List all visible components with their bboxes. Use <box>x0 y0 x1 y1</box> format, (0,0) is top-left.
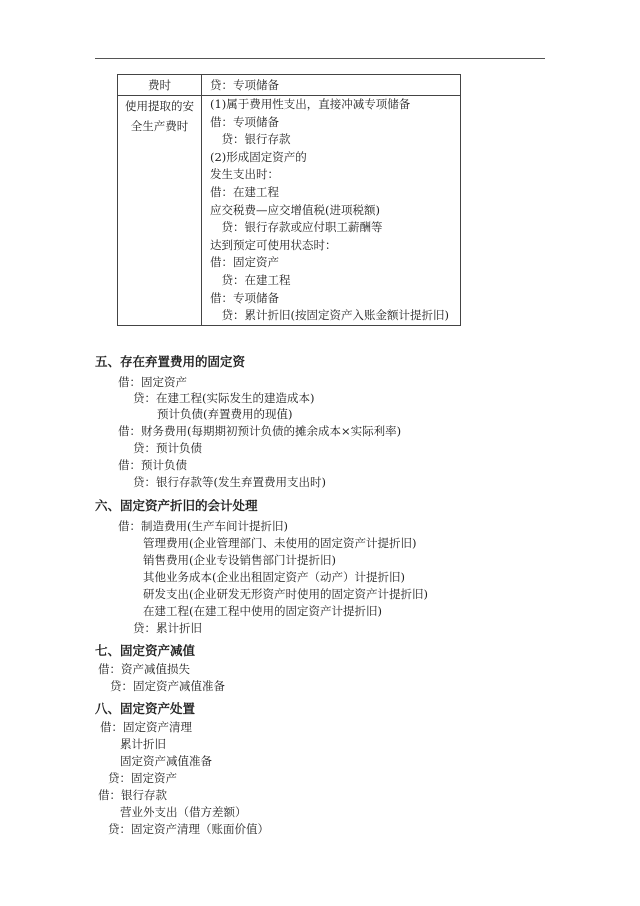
entry-line: 借：固定资产清理 <box>100 720 192 734</box>
entry-line: (2)形成固定资产的 <box>210 149 307 164</box>
label-line: 使用提取的安 <box>125 99 194 113</box>
section-title-depreciation: 六、固定资产折旧的会计处理 <box>95 498 258 513</box>
entry-line: 研发支出(企业研发无形资产时使用的固定资产计提折旧) <box>143 587 428 601</box>
entry-line: 借：固定资产 <box>118 375 187 389</box>
entry-line: 预计负债(弃置费用的现值) <box>157 407 293 421</box>
section-title-disposal: 八、固定资产处置 <box>95 701 196 716</box>
entry-line: 应交税费—应交增值税(进项税额) <box>210 202 380 217</box>
table-content-cell <box>202 96 461 326</box>
table-row <box>118 75 461 96</box>
table-row <box>118 96 461 326</box>
entry-line: 借：制造费用(生产车间计提折旧) <box>118 519 288 533</box>
entry-line: 贷：预计负债 <box>133 441 202 455</box>
entry-line: 贷：固定资产 <box>108 771 177 785</box>
table-label-cell <box>118 96 202 326</box>
journal-table <box>117 74 461 326</box>
entry-line: 管理费用(企业管理部门、未使用的固定资产计提折旧) <box>143 536 417 550</box>
entry-line: 贷：累计折旧(按固定资产入账金额计提折旧) <box>210 308 449 323</box>
entry-line: 贷：银行存款或应付职工薪酬等 <box>210 220 383 235</box>
entry-line: 其他业务成本(企业出租固定资产（动产）计提折旧) <box>143 570 405 584</box>
entry-line: 固定资产减值准备 <box>120 754 212 768</box>
entry-line: 在建工程(在建工程中使用的固定资产计提折旧) <box>143 604 382 618</box>
entry-line: 达到预定可使用状态时： <box>210 237 337 252</box>
table-label-cell: 费时 <box>118 75 202 96</box>
entry-line: 借：预计负债 <box>118 458 187 472</box>
entry-line: 借：专项储备 <box>210 290 279 305</box>
entry-line: 发生支出时： <box>210 167 279 182</box>
entry-line: 贷：在建工程 <box>210 272 291 287</box>
table-content-cell: 贷：专项储备 <box>202 75 461 96</box>
entry-line: 借：在建工程 <box>210 184 279 199</box>
entry-line: 累计折旧 <box>120 737 166 751</box>
entry-line: 贷：固定资产清理（账面价值） <box>108 822 269 836</box>
entry-line: 贷：固定资产减值准备 <box>110 679 225 693</box>
entry-line: 借：资产减值损失 <box>98 662 190 676</box>
label-line: 全生产费时 <box>130 119 189 133</box>
entry-line: 借：银行存款 <box>98 788 167 802</box>
entry-line: 借：专项储备 <box>210 114 279 129</box>
entry-line: 借：财务费用(每期期初预计负债的摊余成本×实际利率) <box>118 424 402 438</box>
entry-line: 贷：银行存款等(发生弃置费用支出时) <box>133 475 326 489</box>
header-rule <box>95 58 545 59</box>
entry-line: 营业外支出（借方差额） <box>120 805 247 819</box>
section-title-disposal-cost: 五、存在弃置费用的固定资 <box>95 354 246 369</box>
entry-line: 贷：在建工程(实际发生的建造成本) <box>133 391 315 405</box>
section-title-impairment: 七、固定资产减值 <box>95 643 196 658</box>
entry-line: (1)属于费用性支出，直接冲减专项储备 <box>210 97 411 111</box>
entry-line: 借：固定资产 <box>210 255 279 270</box>
entry-line: 贷：累计折旧 <box>133 621 202 635</box>
entry-line: 销售费用(企业专设销售部门计提折旧) <box>143 553 336 567</box>
entry-line: 贷：银行存款 <box>210 132 291 147</box>
